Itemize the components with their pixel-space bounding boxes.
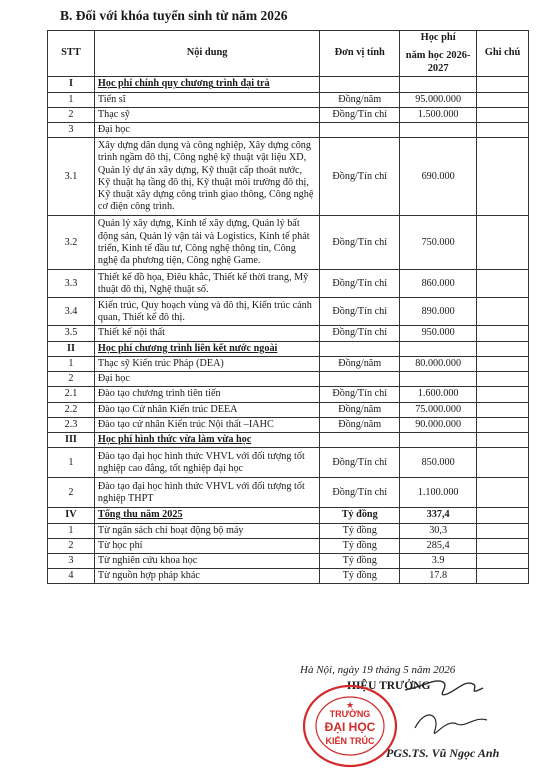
row-content: Đào tạo cử nhân Kiến trúc Nội thất –IAHC [94,417,319,432]
table-row [48,216,529,270]
row-content: Xây dựng dân dụng và công nghiệp, Xây dựng công trình ngầm đô thị, Công nghệ kỹ thuật vật liệu XD, Quản lý dự án xây dựng, Kỹ thuật cấp thoát nước, Kỹ thuật hạ tầng đô thị, Kỹ thuật môi trường đô thị, Kỹ thuật xây dựng công trình giao thông, Công nghệ cơ điện công trình. [94,138,319,216]
row-stt: 1 [48,356,95,371]
row-unit: Đồng/Tín chỉ [320,107,400,122]
row-fee: 850.000 [400,448,477,478]
seal-star-icon: ★ [345,700,355,710]
row-content: Từ nghiên cứu khoa học [94,553,319,568]
signer-name: PGS.TS. Vũ Ngọc Anh [386,746,500,760]
row-stt: 3.4 [48,298,95,326]
row-content: Quản lý xây dựng, Kinh tế xây dựng, Quản lý bất động sản, Quản lý vận tải và Logistics, Kinh tế phát triển, Kinh tế đầu tư, Công nghệ thông tin, Công nghệ đa phương tiện, Công nghệ Game. [94,216,319,270]
row-unit: Đồng/năm [320,417,400,432]
row-content: Học phí chương trình liên kết nước ngoài [94,341,319,356]
row-unit: Tỷ đồng [320,553,400,568]
table-row [48,478,529,508]
header-fee [400,31,477,77]
row-stt: III [48,433,95,448]
section-row [48,508,529,523]
row-unit: Tỷ đồng [320,569,400,584]
row-stt: 3.3 [48,270,95,298]
row-note [477,538,529,553]
row-content: Đào tạo đại học hình thức VHVL với đối tượng tốt nghiệp THPT [94,478,319,508]
row-stt: 3.1 [48,138,95,216]
seal-line2: ĐẠI HỌC [324,720,376,734]
header-unit: Đơn vị tính [320,31,400,77]
row-unit: Đồng/Tín chỉ [320,326,400,341]
date-line: Hà Nội, ngày 19 tháng 5 năm 2026 [300,664,456,676]
row-fee: 3.9 [400,553,477,568]
table-row [48,402,529,417]
row-unit: Đồng/năm [320,356,400,371]
row-unit: Đồng/Tín chỉ [320,216,400,270]
table-row [48,326,529,341]
table-row [48,538,529,553]
row-stt: 2 [48,107,95,122]
row-content: Từ ngân sách chi hoạt động bộ máy [94,523,319,538]
row-fee: 337,4 [400,508,477,523]
row-fee: 750.000 [400,216,477,270]
row-stt: 2 [48,478,95,508]
section-row [48,433,529,448]
row-stt: I [48,77,95,92]
row-fee: 90.000.000 [400,417,477,432]
row-stt: 2.2 [48,402,95,417]
row-note [477,123,529,138]
row-fee: 80.000.000 [400,356,477,371]
table-row [48,298,529,326]
row-note [477,569,529,584]
row-note [477,387,529,402]
header-stt: STT [48,31,95,77]
header-note: Ghi chú [477,31,529,77]
row-fee: 890.000 [400,298,477,326]
row-unit [320,77,400,92]
row-stt: 2.3 [48,417,95,432]
header-content: Nội dung [94,31,319,77]
row-fee: 17.8 [400,569,477,584]
row-fee: 285,4 [400,538,477,553]
row-note [477,402,529,417]
row-fee [400,123,477,138]
row-content: Thiết kế nội thất [94,326,319,341]
row-stt: 4 [48,569,95,584]
table-row [48,138,529,216]
row-stt: 2.1 [48,387,95,402]
row-note [477,138,529,216]
row-unit: Đồng/năm [320,402,400,417]
row-unit: Tỷ đồng [320,523,400,538]
row-unit: Đồng/Tín chỉ [320,138,400,216]
row-fee: 1.100.000 [400,478,477,508]
row-note [477,433,529,448]
row-content: Đại học [94,123,319,138]
row-content: Từ học phí [94,538,319,553]
row-note [477,216,529,270]
table-row [48,448,529,478]
row-content: Học phí chính quy chương trình đại trà [94,77,319,92]
row-unit: Đồng/năm [320,92,400,107]
row-fee: 690.000 [400,138,477,216]
row-fee: 75.000.000 [400,402,477,417]
row-stt: 2 [48,372,95,387]
row-fee: 950.000 [400,326,477,341]
row-note [477,77,529,92]
row-stt: 1 [48,523,95,538]
seal-line1: TRƯỜNG [329,709,371,719]
table-row [48,523,529,538]
row-stt: 3 [48,553,95,568]
row-unit: Tỷ đồng [320,508,400,523]
row-unit: Đồng/Tín chỉ [320,478,400,508]
row-unit [320,372,400,387]
row-note [477,298,529,326]
row-stt: 1 [48,448,95,478]
row-content: Thạc sỹ Kiến trúc Pháp (DEA) [94,356,319,371]
row-note [477,478,529,508]
row-stt: 3.2 [48,216,95,270]
row-stt: II [48,341,95,356]
row-content: Tiến sĩ [94,92,319,107]
row-fee: 860.000 [400,270,477,298]
row-note [477,372,529,387]
handwritten-signature [395,668,495,748]
row-content: Từ nguồn hợp pháp khác [94,569,319,584]
row-unit: Tỷ đồng [320,538,400,553]
row-note [477,417,529,432]
table-header-row [48,31,529,77]
table-row [48,387,529,402]
row-content: Tổng thu năm 2025 [94,508,319,523]
row-content: Kiến trúc, Quy hoạch vùng và đô thị, Kiến trúc cảnh quan, Thiết kế đô thị. [94,298,319,326]
row-unit [320,341,400,356]
row-stt: 2 [48,538,95,553]
table-row [48,417,529,432]
row-note [477,448,529,478]
row-note [477,553,529,568]
row-unit: Đồng/Tín chỉ [320,298,400,326]
row-unit: Đồng/Tín chỉ [320,270,400,298]
row-content: Đào tạo Cử nhân Kiến trúc DEEA [94,402,319,417]
row-fee: 30,3 [400,523,477,538]
row-note [477,356,529,371]
row-content: Đại học [94,372,319,387]
table-row [48,356,529,371]
official-seal [300,683,400,769]
table-row [48,270,529,298]
row-stt: 3 [48,123,95,138]
row-unit: Đồng/Tín chỉ [320,387,400,402]
seal-line3: KIẾN TRÚC [325,736,375,746]
header-fee-line2: năm học 2026-2027 [405,50,471,74]
row-fee [400,341,477,356]
row-content: Đào tạo đại học hình thức VHVL với đối tượng tốt nghiệp cao đẳng, tốt nghiệp đại học [94,448,319,478]
row-note [477,326,529,341]
row-note [477,508,529,523]
row-note [477,270,529,298]
table-row [48,569,529,584]
row-unit [320,123,400,138]
row-fee [400,77,477,92]
row-unit: Đồng/Tín chỉ [320,448,400,478]
row-note [477,107,529,122]
section-row [48,77,529,92]
row-fee [400,372,477,387]
table-row [48,372,529,387]
signer-title: HIỆU TRƯỞNG [347,680,431,692]
row-unit [320,433,400,448]
row-fee: 95.000.000 [400,92,477,107]
row-content: Thạc sỹ [94,107,319,122]
row-stt: 3.5 [48,326,95,341]
row-note [477,341,529,356]
row-stt: IV [48,508,95,523]
row-fee [400,433,477,448]
header-fee-line1: Học phí [420,32,456,43]
table-row [48,107,529,122]
row-note [477,523,529,538]
row-fee: 1.500.000 [400,107,477,122]
section-row [48,341,529,356]
table-row [48,553,529,568]
table-row [48,92,529,107]
table-row [48,123,529,138]
section-heading: B. Đối với khóa tuyển sinh từ năm 2026 [60,8,288,23]
row-note [477,92,529,107]
row-stt: 1 [48,92,95,107]
row-fee: 1.600.000 [400,387,477,402]
row-content: Đào tạo chương trình tiên tiến [94,387,319,402]
tuition-table [47,30,529,584]
row-content: Thiết kế đồ họa, Điêu khắc, Thiết kế thời trang, Mỹ thuật đô thị, Nghệ thuật số. [94,270,319,298]
row-content: Học phí hình thức vừa làm vừa học [94,433,319,448]
